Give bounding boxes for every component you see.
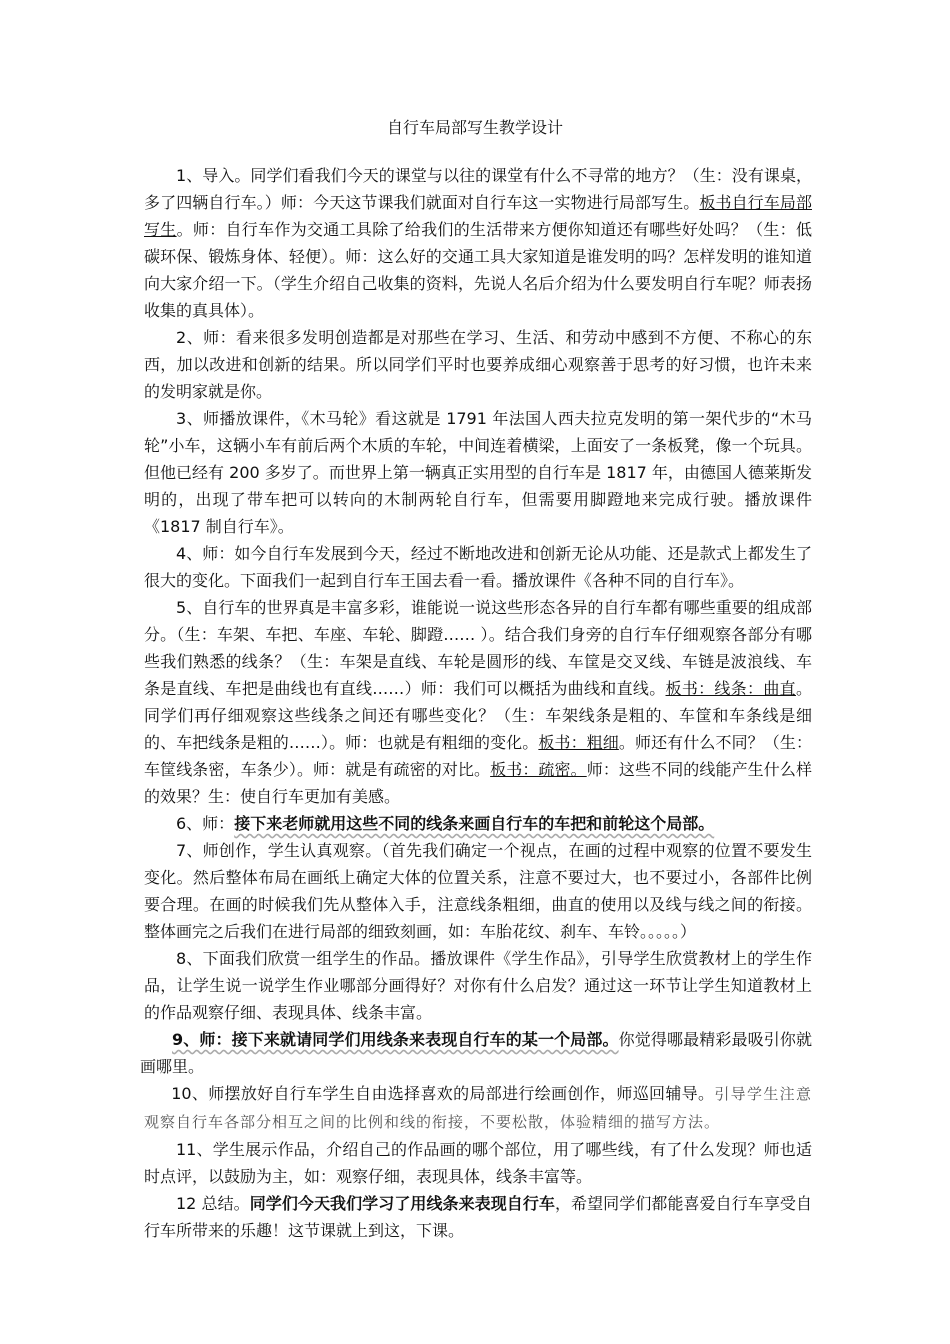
paragraph-12-rest: ，希望同学们都能喜爱自行车享受自行车所带来的乐趣！这节课就上到这，下课。 xyxy=(144,1194,812,1240)
paragraph-3: 3、师播放课件，《木马轮》看这就是 1791 年法国人西夫拉克发明的第一架代步的“木马轮”小车，这辆小车有前后两个木质的车轮，中间连着横梁，上面安了一条板凳，像一个玩具。但他已经有 200 多岁了。而世界上第一辆真正实用型的自行车是 1817 年，由德国人德莱斯发明的，出现了带车把可以转向的木制两轮自行车，但需要用脚蹬地来完成行驶。播放课件《1817 制自行车》。 xyxy=(144,409,812,536)
board-note-lines: 板书：线条：曲直 xyxy=(665,679,796,698)
board-note-title: 板书自行车局部写生 xyxy=(144,193,812,239)
paragraph-4: 4、师：如今自行车发展到今天，经过不断地改进和创新无论从功能、还是款式上都发生了很大的变化。下面我们一起到自行车王国去看一看。播放课件《各种不同的自行车》。 xyxy=(144,544,812,590)
paragraph-5-text-b: 。同学们再仔细观察这些线条之间还有哪些变化？（生：车架线条是粗的、车筐和车条线是细的、车把线条是粗的……）。师：也就是有粗细的变化。 xyxy=(144,679,812,752)
paragraph-10-light: 引导学生注意观察自行车各部分相互之间的比例和线的衔接，不要松散，体验精细的描写方法。 xyxy=(144,1085,812,1131)
paragraph-5-text-c: 。师还有什么不同？（生：车筐线条密，车条少）。师：就是有疏密的对比。 xyxy=(144,733,812,779)
paragraph-5-text-a: 5、自行车的世界真是丰富多彩，谁能说一说这些形态各异的自行车都有哪些重要的组成部分。（生：车架、车把、车座、车轮、脚蹬…… ）。结合我们身旁的自行车仔细观察各部分有哪些我们熟悉的线条？（生：车架是直线、车轮是圆形的线、车筐是交叉线、车链是波浪线、车条是直线、车把是曲线也有直线……）师：我们可以概括为曲线和直线。 xyxy=(144,598,812,698)
paragraph-9 xyxy=(140,1026,812,1080)
board-note-density: 板书：疏密。 xyxy=(490,760,587,779)
paragraph-2: 2、师：看来很多发明创造都是对那些在学习、生活、和劳动中感到不方便、不称心的东西，加以改进和创新的结果。所以同学们平时也要养成细心观察善于思考的好习惯，也许未来的发明家就是你。 xyxy=(144,328,812,401)
paragraph-1-text-a: 1、导入。同学们看我们今天的课堂与以往的课堂有什么不寻常的地方？（生：没有课桌，多了四辆自行车。）师：今天这节课我们就面对自行车这一实物进行局部写生。 xyxy=(144,166,812,212)
paragraph-9-rest: 你觉得哪最精彩最吸引你就画哪里。 xyxy=(140,1030,812,1076)
paragraph-10 xyxy=(144,1080,812,1136)
paragraph-5-text-d: 师：这些不同的线能产生什么样的效果？生：使自行车更加有美感。 xyxy=(144,760,812,806)
paragraph-8: 8、下面我们欣赏一组学生的作品。播放课件《学生作品》，引导学生欣赏教材上的学生作品，让学生说一说学生作业哪部分画得好？对你有什么启发？通过这一环节让学生知道教材上的作品观察仔细、表现具体、线条丰富。 xyxy=(144,949,812,1022)
document-title: 自行车局部写生教学设计 xyxy=(386,118,563,137)
paragraph-6-bold: 接下来老师就用这些不同的线条来画自行车的车把和前轮这个局部。 xyxy=(234,814,715,833)
paragraph-5 xyxy=(144,594,812,810)
paragraph-7: 7、师创作，学生认真观察。（首先我们确定一个视点，在画的过程中观察的位置不要发生变化。然后整体布局在画纸上确定大体的位置关系，注意不要过大，也不要过小，各部件比例要合理。在画的时候我们先从整体入手，注意线条粗细，曲直的使用以及线与线之间的衔接。整体画完之后我们在进行局部的细致刻画，如：车胎花纹、刹车、车铃。。。。。） xyxy=(144,841,812,941)
paragraph-1-text-b: 。师：自行车作为交通工具除了给我们的生活带来方便你知道还有哪些好处吗？（生：低碳环保、锻炼身体、轻便）。师：这么好的交通工具大家知道是谁发明的吗？怎样发明的谁知道向大家介绍一下。（学生介绍自己收集的资料，先说人名后介绍为什么要发明自行车呢？师表扬收集的真具体）。 xyxy=(144,220,812,320)
paragraph-12-text-a: 12 总结。 xyxy=(176,1194,250,1213)
paragraph-12 xyxy=(144,1190,812,1244)
paragraph-12-bold: 同学们今天我们学习了用线条来表现自行车 xyxy=(249,1194,555,1213)
document-body xyxy=(140,162,812,1244)
paragraph-10-text-a: 10、师摆放好自行车学生自由选择喜欢的局部进行绘画创作，师巡回辅导。 xyxy=(171,1084,715,1103)
board-note-thickness: 板书：粗细 xyxy=(538,733,619,752)
paragraph-9-bold: 9、师：接下来就请同学们用线条来表现自行车的某一个局部。 xyxy=(172,1030,619,1049)
paragraph-6 xyxy=(144,810,812,837)
paragraph-11: 11、学生展示作品，介绍自己的作品画的哪个部位，用了哪些线，有了什么发现？师也适时点评，以鼓励为主，如：观察仔细，表现具体，线条丰富等。 xyxy=(144,1140,812,1186)
paragraph-1 xyxy=(144,162,812,324)
paragraph-6-text-a: 6、师： xyxy=(176,814,235,833)
